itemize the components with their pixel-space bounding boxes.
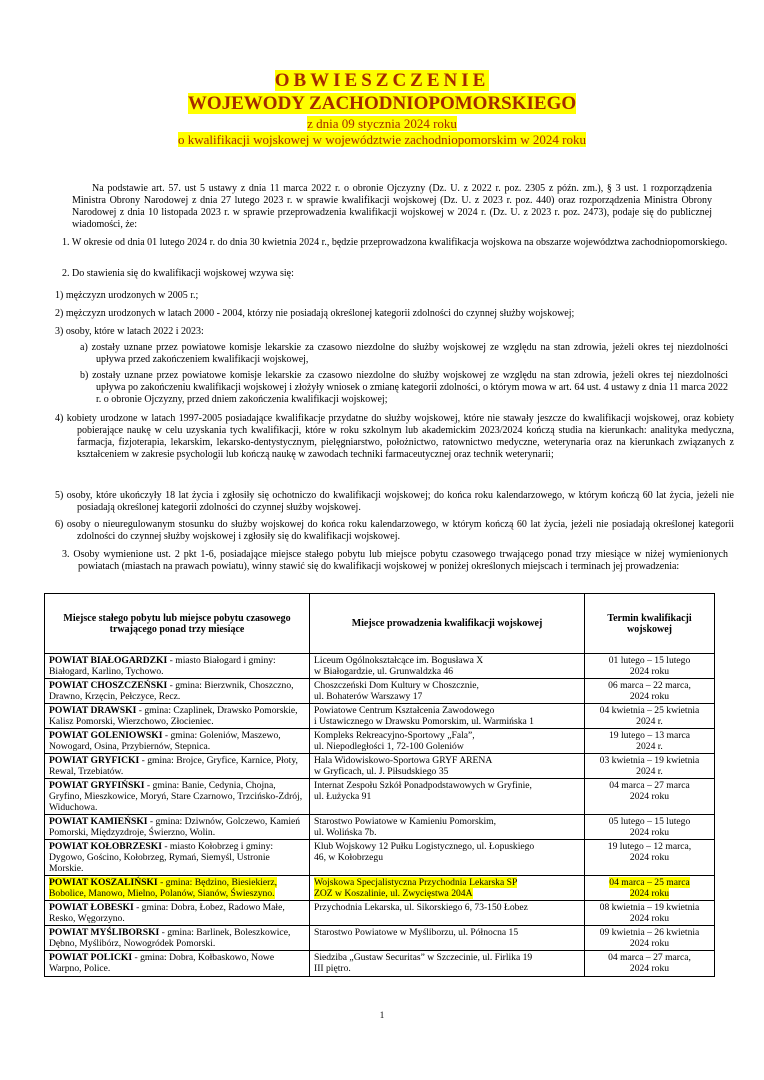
gminy-list: - miasto Białogard i gminy: Białogard, Karlino, Tychowo. (49, 655, 276, 677)
place-text: Starostwo Powiatowe w Kamieniu Pomorskim, ul. Wolińska 7b. (314, 816, 497, 838)
title-obwieszczenie: OBWIESZCZENIE (274, 70, 490, 91)
place-text: Wojskowa Specjalistyczna Przychodnia Lekarska SP ZOZ w Koszalinie, ul. Zwycięstwa 204A (314, 877, 518, 899)
gminy-list: - gmina: Dziwnów, Golczewo, Kamień Pomorski, Międzyzdroje, Świerzno, Wolin. (49, 816, 301, 838)
gminy-list: - gmina: Czaplinek, Drawsko Pomorskie, Kalisz Pomorski, Wierzchowo, Złocieniec. (49, 705, 298, 727)
term-text: 08 kwietnia – 19 kwietnia 2024 roku (599, 902, 700, 924)
cell-residence (45, 876, 310, 901)
cell-place (310, 779, 585, 815)
powiat-name: POWIAT BIAŁOGARDZKI (49, 655, 168, 666)
intro-paragraph: Na podstawie art. 57. ust 5 ustawy z dnia 11 marca 2022 r. o obronie Ojczyzny (Dz. U. z 2022 r. poz. 2305 z późn. zm.), § 3 ust. 1 rozporządzenia Ministra Obrony Narodowej z dnia 27 lutego 2023 r. w sprawie kwalifikacji wojskowej (Dz. U. z 2023 r. poz. 440) oraz rozporządzenia Ministra Obrony Narodowej z dnia 10 listopada 2023 r. w sprawie przeprowadzenia kwalifikacji wojskowej w 2024 r. (Dz. U. z 2023 r. poz. 2473), podaje się do publicznej wiadomości, że: (72, 183, 712, 230)
place-text: Kompleks Rekreacyjno-Sportowy „Fala”, ul. Niepodległości 1, 72-100 Goleniów (314, 730, 475, 752)
place-text: Starostwo Powiatowe w Myśliborzu, ul. Północna 15 (314, 927, 519, 938)
powiat-name: POWIAT MYŚLIBORSKI (49, 927, 160, 938)
place-text: Choszczeński Dom Kultury w Choszcznie, ul. Bohaterów Warszawy 17 (314, 680, 479, 702)
cell-residence (45, 815, 310, 840)
cell-term (585, 754, 715, 779)
list-item-3a: a) zostały uznane przez powiatowe komisje lekarskie za czasowo niezdolne do służby wojskowej ze względu na stan zdrowia, jeżeli okres tej niezdolności upływa przed zakończeniem kwalifikacji wojskowej, (80, 342, 728, 365)
title-wojewoda: WOJEWODY ZACHODNIOPOMORSKIEGO (187, 93, 577, 114)
qualification-table (44, 593, 715, 977)
cell-residence (45, 926, 310, 951)
cell-term (585, 704, 715, 729)
gminy-list: - gmina: Banie, Cedynia, Chojna, Gryfino, Mieszkowice, Moryń, Stare Czarnowo, Trzcińsko-Zdrój, Widuchowa. (49, 780, 303, 813)
gminy-list: - gmina: Dobra, Kołbaskowo, Nowe Warpno, Police. (49, 952, 275, 974)
powiat-name: POWIAT KAMIEŃSKI (49, 816, 148, 827)
paragraph-1: 1. W okresie od dnia 01 lutego 2024 r. do dnia 30 kwietnia 2024 r., będzie przeprowadzona kwalifikacja wojskowa na obszarze województwa zachodniopomorskiego. (62, 237, 728, 248)
cell-place (310, 876, 585, 901)
table-row (45, 901, 715, 926)
cell-term (585, 779, 715, 815)
cell-residence (45, 729, 310, 754)
gminy-list: - gmina: Będzino, Biesiekierz, Bobolice, Manowo, Mielno, Polanów, Sianów, Świeszyno. (49, 877, 278, 899)
title-date: z dnia 09 stycznia 2024 roku (307, 116, 457, 131)
table-row (45, 754, 715, 779)
cell-place (310, 840, 585, 876)
powiat-name: POWIAT CHOSZCZEŃSKI (49, 680, 168, 691)
term-text: 04 marca – 27 marca 2024 roku (609, 780, 690, 802)
table-header-row (45, 594, 715, 654)
list-item-2: 2) mężczyzn urodzonych w latach 2000 - 2004, którzy nie posiadają określonej kategorii zdolności do czynnej służby wojskowej; (55, 308, 575, 319)
table-row (45, 876, 715, 901)
place-text: Siedziba „Gustaw Securitas” w Szczecinie, ul. Firlika 19 III piętro. (314, 952, 533, 974)
powiat-name: POWIAT GOLENIOWSKI (49, 730, 163, 741)
cell-place (310, 729, 585, 754)
cell-term (585, 679, 715, 704)
term-text: 09 kwietnia – 26 kwietnia 2024 roku (599, 927, 700, 949)
cell-place (310, 754, 585, 779)
table-row (45, 951, 715, 977)
powiat-name: POWIAT KOSZALIŃSKI (49, 877, 158, 888)
table-row (45, 679, 715, 704)
term-text: 01 lutego – 15 lutego 2024 roku (608, 655, 691, 677)
place-text: Klub Wojskowy 12 Pułku Logistycznego, ul. Łopuskiego 46, w Kołobrzegu (314, 841, 535, 863)
cell-term (585, 901, 715, 926)
table-row (45, 926, 715, 951)
paragraph-2: 2. Do stawienia się do kwalifikacji wojskowej wzywa się: (62, 268, 294, 279)
table-row (45, 815, 715, 840)
term-text: 04 kwietnia – 25 kwietnia 2024 r. (599, 705, 700, 727)
cell-residence (45, 951, 310, 977)
cell-place (310, 951, 585, 977)
place-text: Powiatowe Centrum Kształcenia Zawodowego i Ustawicznego w Drawsku Pomorskim, ul. Warmińska 1 (314, 705, 534, 727)
gminy-list: - gmina: Bierzwnik, Choszczno, Drawno, Krzęcin, Pełczyce, Recz. (49, 680, 294, 702)
term-text: 19 lutego – 12 marca, 2024 roku (607, 841, 692, 863)
cell-residence (45, 779, 310, 815)
cell-residence (45, 901, 310, 926)
header-term: Termin kwalifikacji wojskowej (585, 594, 715, 654)
cell-residence (45, 704, 310, 729)
cell-residence (45, 654, 310, 679)
cell-residence (45, 679, 310, 704)
place-text: Liceum Ogólnokształcące im. Bogusława X w Białogardzie, ul. Grunwaldzka 46 (314, 655, 484, 677)
powiat-name: POWIAT KOŁOBRZESKI (49, 841, 162, 852)
table-row (45, 840, 715, 876)
table-row (45, 779, 715, 815)
cell-term (585, 815, 715, 840)
cell-term (585, 840, 715, 876)
gminy-list: - gmina: Barlinek, Boleszkowice, Dębno, Myślibórz, Nowogródek Pomorski. (49, 927, 291, 949)
term-text: 19 lutego – 13 marca 2024 r. (609, 730, 690, 752)
table-row (45, 654, 715, 679)
cell-place (310, 679, 585, 704)
list-item-6: 6) osoby o nieuregulowanym stosunku do służby wojskowej do końca roku kalendarzowego, w którym kończą 60 lat życia, jeżeli nie posiadają określonej kategorii zdolności do czynnej służby wojskowej i zgłosiły się do kwalifikacji wojskowej. (55, 519, 734, 542)
powiat-name: POWIAT POLICKI (49, 952, 133, 963)
term-text: 05 lutego – 15 lutego 2024 roku (608, 816, 691, 838)
cell-place (310, 901, 585, 926)
gminy-list: - miasto Kołobrzeg i gminy: Dygowo, Gościno, Kołobrzeg, Rymań, Siemyśl, Ustronie Morskie. (49, 841, 274, 874)
table-row (45, 704, 715, 729)
powiat-name: POWIAT GRYFICKI (49, 755, 140, 766)
powiat-name: POWIAT GRYFIŃSKI (49, 780, 145, 791)
cell-residence (45, 840, 310, 876)
list-item-1: 1) mężczyzn urodzonych w 2005 r.; (55, 290, 199, 301)
title-subject: o kwalifikacji wojskowej w województwie zachodniopomorskim w 2024 roku (178, 132, 586, 147)
cell-term (585, 654, 715, 679)
powiat-name: POWIAT ŁOBESKI (49, 902, 134, 913)
cell-place (310, 926, 585, 951)
page-number: 1 (379, 1010, 385, 1020)
paragraph-3: 3. Osoby wymienione ust. 2 pkt 1-6, posiadające miejsce stałego pobytu lub miejsce pobytu czasowego trwającego ponad trzy miesiące w niżej wymienionych powiatach (miastach na prawach powiatu), winny stawić się do kwalifikacji wojskowej w poniżej określonych miejscach i terminach jej prowadzenia: (62, 549, 728, 572)
cell-term (585, 729, 715, 754)
cell-place (310, 815, 585, 840)
term-text: 04 marca – 25 marca 2024 roku (609, 877, 690, 899)
powiat-name: POWIAT DRAWSKI (49, 705, 137, 716)
place-text: Internat Zespołu Szkół Ponadpodstawowych w Gryfinie, ul. Łużycka 91 (314, 780, 532, 802)
list-item-3: 3) osoby, które w latach 2022 i 2023: (55, 326, 204, 337)
term-text: 03 kwietnia – 19 kwietnia 2024 r. (599, 755, 700, 777)
header-place: Miejsce prowadzenia kwalifikacji wojskowej (310, 594, 585, 654)
header-residence: Miejsce stałego pobytu lub miejsce pobytu czasowego trwającego ponad trzy miesiące (45, 594, 310, 654)
list-item-4: 4) kobiety urodzone w latach 1997-2005 posiadające kwalifikacje przydatne do służby wojskowej, które nie stawały jeszcze do kwalifikacji wojskowej, oraz kobiety pobierające naukę w celu uzyskania tych kwalifikacji, które w roku szkolnym lub akademickim 2023/2024 kończą studia na kierunkach: analityka medyczna, farmacja, fizjoterapia, lekarskim, lekarsko-dentystycznym, pielęgniarstwo, położnictwo, ratownictwo medyczne, weterynaria oraz na kierunkach związanych z kształceniem w zakresie psychologii lub kończą naukę w zawodach techniki farmaceutycznej oraz technik weterynarii; (55, 413, 734, 460)
cell-term (585, 926, 715, 951)
gminy-list: - gmina: Goleniów, Maszewo, Nowogard, Osina, Przybiernów, Stepnica. (49, 730, 281, 752)
place-text: Przychodnia Lekarska, ul. Sikorskiego 6, 73-150 Łobez (314, 902, 528, 913)
gminy-list: - gmina: Dobra, Łobez, Radowo Małe, Resko, Węgorzyno. (49, 902, 285, 924)
gminy-list: - gmina: Brojce, Gryfice, Karnice, Płoty, Rewal, Trzebiatów. (49, 755, 298, 777)
place-text: Hala Widowiskowo-Sportowa GRYF ARENA w Gryficach, ul. J. Piłsudskiego 35 (314, 755, 493, 777)
cell-term (585, 951, 715, 977)
cell-residence (45, 754, 310, 779)
list-item-5: 5) osoby, które ukończyły 18 lat życia i zgłosiły się ochotniczo do kwalifikacji wojskowej; do końca roku kalendarzowego, w którym kończą 60 lat życia, jeżeli nie posiadają określonej kategorii zdolności do czynnej służby wojskowej. (55, 490, 734, 513)
cell-term (585, 876, 715, 901)
cell-place (310, 704, 585, 729)
table-row (45, 729, 715, 754)
cell-place (310, 654, 585, 679)
term-text: 04 marca – 27 marca, 2024 roku (608, 952, 691, 974)
list-item-3b: b) zostały uznane przez powiatowe komisje lekarskie za czasowo niezdolne do służby wojskowej ze względu na stan zdrowia, jeżeli okres tej niezdolności upływa po zakończeniu kwalifikacji wojskowej i złożyły wniosek o zmianę kategorii zdolności, o którym mowa w art. 64 ust. 4 ustawy z dnia 11 marca 2022 r. o obronie Ojczyzny, przed dniem zakończenia kwalifikacji wojskowej; (80, 370, 728, 405)
term-text: 06 marca – 22 marca, 2024 roku (608, 680, 691, 702)
document-header (0, 70, 764, 148)
